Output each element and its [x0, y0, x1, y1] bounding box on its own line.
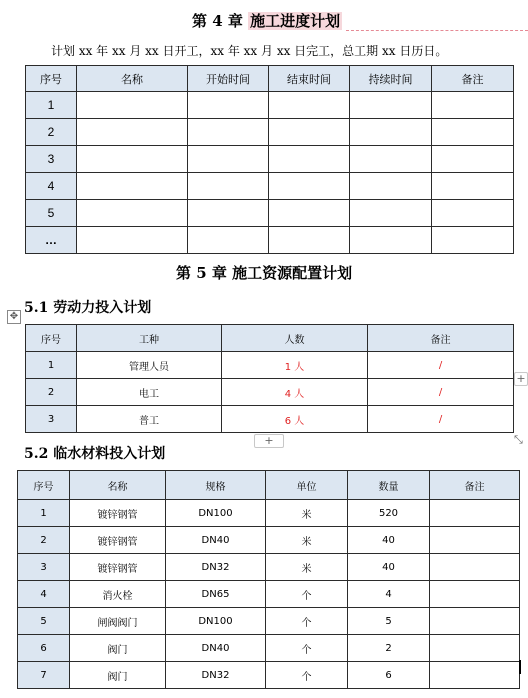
- table-cell[interactable]: 电工: [77, 379, 222, 406]
- table-cell[interactable]: [188, 173, 269, 200]
- table-cell[interactable]: 7: [18, 662, 70, 689]
- table-cell[interactable]: 2: [348, 635, 430, 662]
- table-cell[interactable]: [77, 173, 188, 200]
- table-cell[interactable]: 40: [348, 554, 430, 581]
- table-row: [18, 608, 520, 635]
- table-cell[interactable]: [188, 146, 269, 173]
- table-cell[interactable]: [430, 527, 520, 554]
- table-cell[interactable]: 2: [26, 119, 77, 146]
- table-cell[interactable]: [430, 608, 520, 635]
- table-row: [26, 173, 514, 200]
- column-header: 开始时间: [188, 66, 269, 92]
- table-cell[interactable]: 个: [266, 635, 348, 662]
- table-cell[interactable]: [188, 200, 269, 227]
- labor-table: [25, 324, 514, 433]
- table-cell[interactable]: [77, 227, 188, 254]
- table-cell[interactable]: [432, 227, 514, 254]
- table-cell[interactable]: DN100: [166, 500, 266, 527]
- table-cell[interactable]: 镀锌钢管: [70, 527, 166, 554]
- table-cell[interactable]: [269, 92, 350, 119]
- table-row: [18, 554, 520, 581]
- table-cell[interactable]: [350, 227, 432, 254]
- table-cell[interactable]: 普工: [77, 406, 222, 433]
- table-cell[interactable]: DN100: [166, 608, 266, 635]
- table-cell[interactable]: [430, 662, 520, 689]
- table-cell[interactable]: [430, 635, 520, 662]
- table-cell[interactable]: /: [368, 379, 514, 406]
- column-header: 序号: [26, 66, 77, 92]
- table-cell[interactable]: 镀锌钢管: [70, 500, 166, 527]
- table-cell[interactable]: [188, 119, 269, 146]
- table-cell[interactable]: 1: [18, 500, 70, 527]
- table-row: [26, 200, 514, 227]
- column-header: 持续时间: [350, 66, 432, 92]
- table-cell[interactable]: [269, 146, 350, 173]
- column-header: 序号: [18, 471, 70, 500]
- column-header: 规格: [166, 471, 266, 500]
- table-cell[interactable]: [432, 92, 514, 119]
- table-cell[interactable]: 4: [348, 581, 430, 608]
- table-cell[interactable]: 5: [348, 608, 430, 635]
- table-cell[interactable]: [432, 146, 514, 173]
- materials-table: [17, 470, 520, 689]
- table-cell[interactable]: DN32: [166, 554, 266, 581]
- table-cell[interactable]: 镀锌钢管: [70, 554, 166, 581]
- table-cell[interactable]: 1: [26, 92, 77, 119]
- table-row: [18, 500, 520, 527]
- table-row: [26, 227, 514, 254]
- table-cell[interactable]: 阀门: [70, 635, 166, 662]
- table-cell[interactable]: 3: [26, 406, 77, 433]
- table-cell[interactable]: [350, 200, 432, 227]
- table-cell[interactable]: DN40: [166, 635, 266, 662]
- section-5-1-heading: 5.1 劳动力投入计划: [24, 300, 152, 316]
- table-cell[interactable]: /: [368, 352, 514, 379]
- table-cell[interactable]: [188, 92, 269, 119]
- column-header: 备注: [432, 66, 514, 92]
- table-cell[interactable]: 管理人员: [77, 352, 222, 379]
- table-cell[interactable]: [269, 119, 350, 146]
- table-cell[interactable]: 米: [266, 554, 348, 581]
- table-cell[interactable]: [430, 500, 520, 527]
- column-header: 备注: [368, 325, 514, 352]
- table-cell[interactable]: [350, 146, 432, 173]
- chapter-4-heading: [192, 10, 342, 31]
- table-row: [18, 635, 520, 662]
- table-cell[interactable]: DN65: [166, 581, 266, 608]
- table-row: [18, 527, 520, 554]
- table-cell[interactable]: [430, 554, 520, 581]
- table-cell[interactable]: 2: [26, 379, 77, 406]
- table-cell[interactable]: 闸阀阀门: [70, 608, 166, 635]
- table-cell[interactable]: [188, 227, 269, 254]
- table-header-row: [26, 325, 514, 352]
- table-cell[interactable]: /: [368, 406, 514, 433]
- column-header: 结束时间: [269, 66, 350, 92]
- table-cell[interactable]: [269, 173, 350, 200]
- table-cell[interactable]: …: [26, 227, 77, 254]
- table-cell[interactable]: 4: [26, 173, 77, 200]
- schedule-table: [25, 65, 514, 254]
- table-cell[interactable]: 4 人: [222, 379, 368, 406]
- table-header-row: [26, 66, 514, 92]
- column-header: 数量: [348, 471, 430, 500]
- table-cell[interactable]: 6 人: [222, 406, 368, 433]
- table-cell[interactable]: DN40: [166, 527, 266, 554]
- table-cell[interactable]: [77, 92, 188, 119]
- table-cell[interactable]: 6: [18, 635, 70, 662]
- table-cell[interactable]: [350, 92, 432, 119]
- table-move-handle-icon[interactable]: ✥: [7, 310, 21, 324]
- table-cell[interactable]: 米: [266, 500, 348, 527]
- chapter-4-number: 第 4 章: [192, 12, 243, 30]
- table-cell[interactable]: 3: [18, 554, 70, 581]
- schedule-intro-text: 计划 xx 年 xx 月 xx 日开工，xx 年 xx 月 xx 日完工，总工期 xx 日历日。: [51, 44, 448, 58]
- column-header: 工种: [77, 325, 222, 352]
- table-cell[interactable]: 个: [266, 581, 348, 608]
- table-cell[interactable]: 5: [18, 608, 70, 635]
- table-cell[interactable]: [269, 227, 350, 254]
- chapter-4-title: 施工进度计划: [250, 12, 341, 30]
- table-cell[interactable]: [350, 119, 432, 146]
- table-cell[interactable]: 阀门: [70, 662, 166, 689]
- table-row: [26, 379, 514, 406]
- table-row: [26, 92, 514, 119]
- column-header: 名称: [77, 66, 188, 92]
- column-header: 名称: [70, 471, 166, 500]
- table-cell[interactable]: [430, 581, 520, 608]
- section-5-2-heading: 5.2 临水材料投入计划: [24, 446, 166, 462]
- column-header: 单位: [266, 471, 348, 500]
- insert-row-plus-icon[interactable]: +: [254, 434, 284, 448]
- revision-dashed-line: [346, 30, 528, 31]
- insert-column-plus-icon[interactable]: +: [514, 372, 528, 386]
- table-cell[interactable]: 消火栓: [70, 581, 166, 608]
- table-cell[interactable]: [432, 173, 514, 200]
- table-row: [26, 406, 514, 433]
- table-cell[interactable]: 米: [266, 527, 348, 554]
- table-cell[interactable]: DN32: [166, 662, 266, 689]
- table-cell[interactable]: [77, 200, 188, 227]
- table-cell[interactable]: 2: [18, 527, 70, 554]
- table-cell[interactable]: 520: [348, 500, 430, 527]
- table-cell[interactable]: 4: [18, 581, 70, 608]
- table-cell[interactable]: [432, 200, 514, 227]
- table-cell[interactable]: [350, 173, 432, 200]
- table-cell[interactable]: 3: [26, 146, 77, 173]
- table-cell[interactable]: [77, 146, 188, 173]
- table-cell[interactable]: 5: [26, 200, 77, 227]
- table-cell[interactable]: 40: [348, 527, 430, 554]
- table-cell[interactable]: [77, 119, 188, 146]
- table-row: [26, 146, 514, 173]
- table-row: [26, 352, 514, 379]
- table-header-row: [18, 471, 520, 500]
- table-row: [18, 581, 520, 608]
- table-cell[interactable]: 个: [266, 662, 348, 689]
- table-cell[interactable]: [269, 200, 350, 227]
- chapter-5-heading: 第 5 章 施工资源配置计划: [176, 264, 353, 282]
- table-cell[interactable]: 1: [26, 352, 77, 379]
- column-header: 备注: [430, 471, 520, 500]
- table-row: [26, 119, 514, 146]
- table-resize-handle-icon[interactable]: ⤡: [514, 433, 523, 446]
- table-cell[interactable]: 6: [348, 662, 430, 689]
- table-cell[interactable]: [432, 119, 514, 146]
- table-row: [18, 662, 520, 689]
- table-cell[interactable]: 个: [266, 608, 348, 635]
- column-header: 序号: [26, 325, 77, 352]
- text-cursor: [519, 660, 521, 674]
- table-cell[interactable]: 1 人: [222, 352, 368, 379]
- column-header: 人数: [222, 325, 368, 352]
